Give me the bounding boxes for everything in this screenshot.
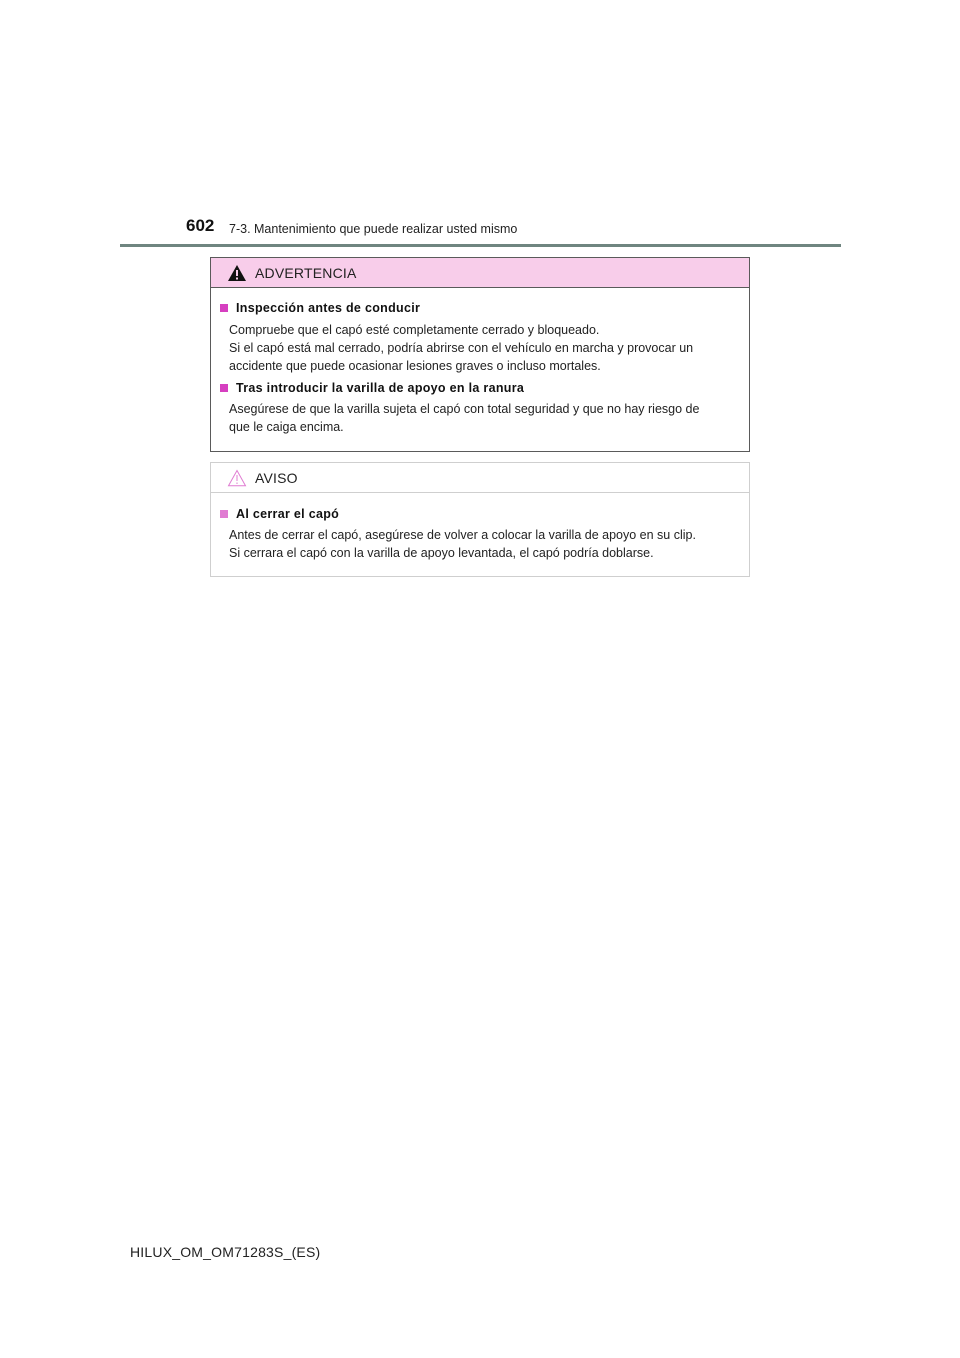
- body-line: Asegúrese de que la varilla sujeta el capó con total seguridad y que no hay riesgo de: [229, 402, 700, 416]
- warning-label: ADVERTENCIA: [255, 265, 357, 281]
- notice-item: [218, 505, 741, 562]
- header-rule: [120, 244, 841, 247]
- warning-item-title: Tras introducir la varilla de apoyo en la ranura: [236, 381, 525, 395]
- notice-header: [211, 463, 749, 493]
- section-title: 7-3. Mantenimiento que puede realizar usted mismo: [229, 222, 518, 236]
- warning-item-body: [229, 321, 741, 375]
- warning-item-title: Inspección antes de conducir: [236, 301, 421, 315]
- warning-header: [211, 258, 749, 288]
- page-number: 602: [186, 216, 215, 235]
- body-line: Antes de cerrar el capó, asegúrese de volver a colocar la varilla de apoyo en su clip.: [229, 528, 696, 542]
- body-line: que le caiga encima.: [229, 420, 344, 434]
- warning-box: [210, 257, 750, 452]
- notice-box: [210, 462, 750, 577]
- footer-doc-code: HILUX_OM_OM71283S_(ES): [130, 1244, 321, 1260]
- warning-triangle-icon: [227, 264, 247, 282]
- body-line: Si el capó está mal cerrado, podría abrirse con el vehículo en marcha y provocar un: [229, 341, 694, 355]
- body-line: Si cerrara el capó con la varilla de apoyo levantada, el capó podría doblarse.: [229, 546, 654, 560]
- warning-item-body: [229, 400, 741, 436]
- caution-outline-triangle-icon: [227, 469, 247, 487]
- square-bullet-icon: [220, 304, 228, 312]
- body-line: accidente que puede ocasionar lesiones graves o incluso mortales.: [229, 359, 601, 373]
- square-bullet-icon: [220, 384, 228, 392]
- notice-label: AVISO: [255, 470, 298, 486]
- body-line: Compruebe que el capó esté completamente cerrado y bloqueado.: [229, 323, 600, 337]
- warning-item: [218, 299, 741, 375]
- square-bullet-icon: [220, 510, 228, 518]
- notice-item-title: Al cerrar el capó: [236, 507, 340, 521]
- warning-item: [218, 379, 741, 436]
- notice-item-body: [229, 526, 741, 562]
